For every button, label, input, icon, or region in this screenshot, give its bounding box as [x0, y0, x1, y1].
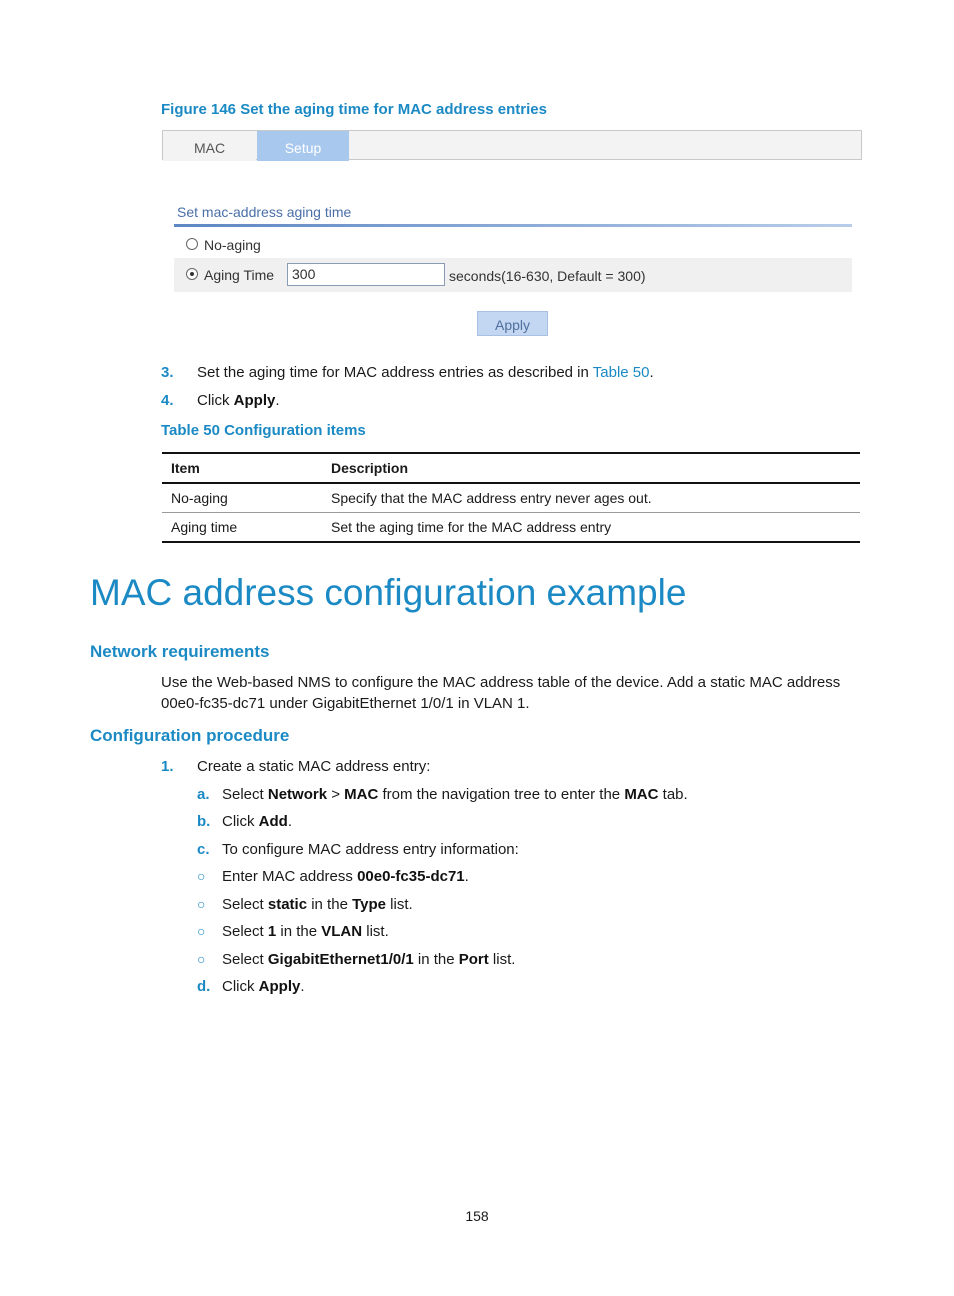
table-row — [162, 483, 860, 513]
tab-setup[interactable]: Setup — [257, 131, 349, 161]
step-4: 4. Click Apply. — [161, 392, 280, 409]
bullet-circle-icon: ○ — [197, 868, 206, 884]
table-50-link[interactable]: Table 50 — [592, 364, 650, 381]
network-text-line-2: 00e0-fc35-dc71 under GigabitEthernet 1/0/1 in VLAN 1. — [161, 695, 530, 712]
step-number: 3. — [161, 364, 174, 381]
section-title: Set mac-address aging time — [177, 204, 352, 220]
aging-time-label: Aging Time — [204, 267, 275, 283]
apply-button[interactable]: Apply — [477, 311, 548, 336]
bullet-item: ○ Select static in the Type list. — [197, 896, 413, 913]
table-header-row — [162, 453, 860, 483]
tab-mac[interactable]: MAC — [163, 131, 256, 161]
bullet-circle-icon: ○ — [197, 923, 206, 939]
aging-time-radio[interactable] — [186, 268, 198, 280]
table-cell: Specify that the MAC address entry never ages out. — [322, 483, 860, 513]
table-cell: No-aging — [162, 483, 322, 513]
bullet-circle-icon: ○ — [197, 951, 206, 967]
no-aging-radio[interactable] — [186, 238, 198, 250]
network-requirements-heading: Network requirements — [90, 642, 270, 661]
bullet-item: ○ Select GigabitEthernet1/0/1 in the Port list. — [197, 951, 516, 968]
config-items-table — [162, 452, 860, 543]
aging-time-hint: seconds(16-630, Default = 300) — [449, 268, 646, 284]
substep-d: d. Click Apply. — [197, 978, 305, 995]
page-number: 158 — [465, 1208, 489, 1224]
network-text-line-1: Use the Web-based NMS to configure the MAC address table of the device. Add a static MAC address — [161, 674, 841, 691]
procedure-step-1: 1. Create a static MAC address entry: — [161, 758, 431, 775]
substep-c: c. To configure MAC address entry information: — [197, 841, 519, 858]
step-text: Set the aging time for MAC address entries as described in — [197, 364, 593, 381]
step-3: 3. Set the aging time for MAC address entries as described in Table 50. — [161, 364, 654, 381]
no-aging-label: No-aging — [204, 237, 261, 253]
tab-bar — [162, 130, 862, 160]
bullet-item: ○ Select 1 in the VLAN list. — [197, 923, 389, 940]
step-number: 4. — [161, 392, 174, 409]
bullet-item: ○ Enter MAC address 00e0-fc35-dc71. — [197, 868, 469, 885]
table-row — [162, 513, 860, 543]
configuration-procedure-heading: Configuration procedure — [90, 726, 290, 745]
table-header: Item — [162, 453, 322, 483]
page-heading: MAC address configuration example — [90, 572, 687, 613]
figure-caption: Figure 146 Set the aging time for MAC address entries — [161, 101, 547, 118]
section-divider — [174, 224, 852, 227]
aging-time-input[interactable]: 300 — [287, 263, 445, 286]
substep-b: b. Click Add. — [197, 813, 293, 830]
table-cell: Aging time — [162, 513, 322, 543]
substep-a: a. Select Network > MAC from the navigation tree to enter the MAC tab. — [197, 786, 688, 803]
table-cell: Set the aging time for the MAC address entry — [322, 513, 860, 543]
bullet-circle-icon: ○ — [197, 896, 206, 912]
table-header: Description — [322, 453, 860, 483]
table-caption: Table 50 Configuration items — [161, 422, 366, 439]
